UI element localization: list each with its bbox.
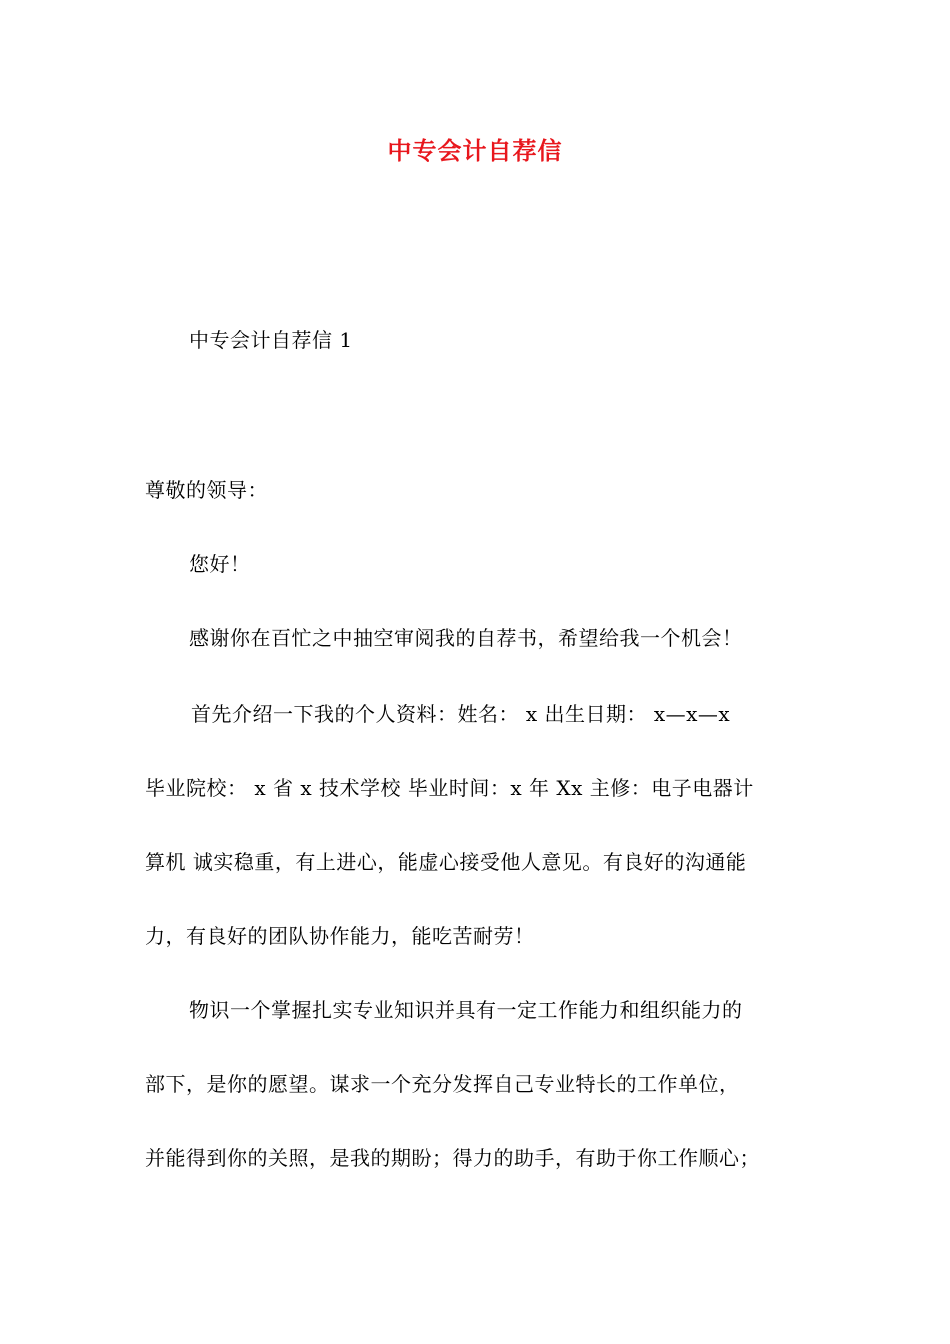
paragraph-line: 部下，是你的愿望。谋求一个充分发挥自己专业特长的工作单位， — [145, 1072, 740, 1096]
paragraph-line: 算机 诚实稳重，有上进心，能虚心接受他人意见。有良好的沟通能 — [145, 850, 747, 874]
greeting: 您好！ — [189, 552, 251, 576]
paragraph-line: 并能得到你的关照，是我的期盼；得力的助手，有助于你工作顺心； — [145, 1146, 760, 1170]
paragraph-line: 首先介绍一下我的个人资料：姓名： x 出生日期： x—x—x — [191, 702, 731, 726]
salutation: 尊敬的领导： — [145, 478, 268, 502]
document-subtitle: 中专会计自荐信 1 — [189, 328, 353, 352]
document-title: 中专会计自荐信 — [387, 136, 563, 165]
paragraph-line: 力，有良好的团队协作能力，能吃苦耐劳！ — [145, 924, 535, 948]
paragraph-line: 感谢你在百忙之中抽空审阅我的自荐书，希望给我一个机会！ — [189, 626, 743, 650]
paragraph-line: 毕业院校： x 省 x 技术学校 毕业时间：x 年 Xx 主修：电子电器计 — [145, 776, 754, 800]
paragraph-line: 物识一个掌握扎实专业知识并具有一定工作能力和组织能力的 — [189, 998, 743, 1022]
